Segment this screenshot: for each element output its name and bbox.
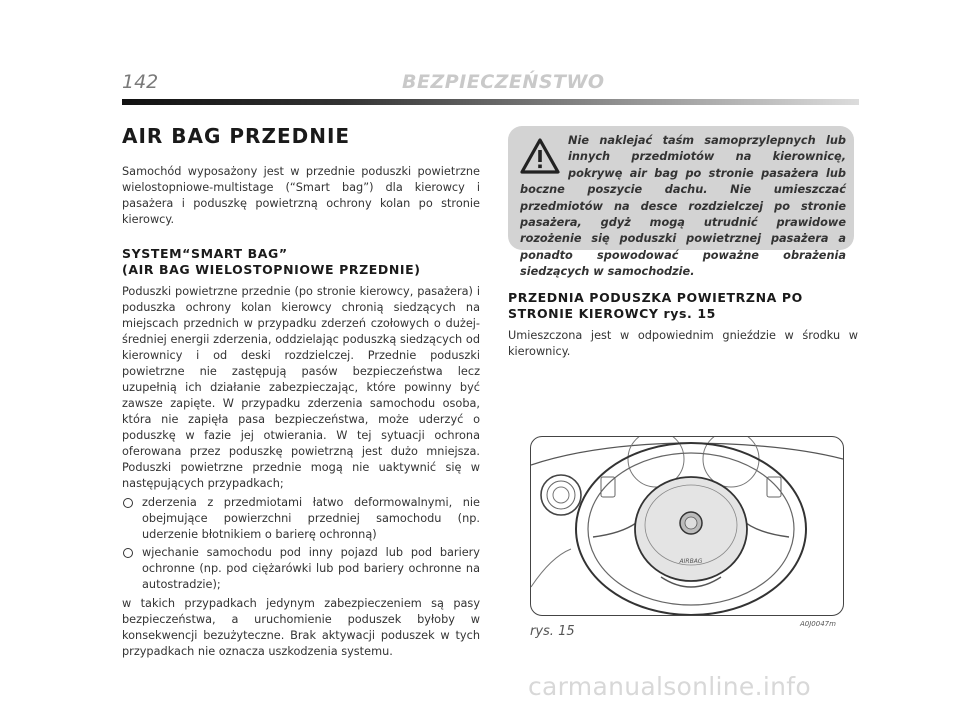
figure-code: A0J0047m	[800, 620, 836, 628]
closing-paragraph: w takich przypadkach jedynym zabezpieczeniem są pasy bezpieczeństwa, a uruchomienie poduszek byłoby w konsekwencji bezużyteczne. Brak aktywacji poduszek w tych przypadkach nie oznacza uszkodzenia systemu.	[122, 597, 480, 658]
steering-wheel-illustration	[531, 437, 843, 615]
driver-airbag-heading	[508, 290, 858, 322]
watermark: carmanualsonline.info	[528, 672, 811, 701]
list-item-text: zderzenia z przedmiotami łatwo deformowalnymi, nie obejmujące powierzchni przedniej samochodu (np. uderzenie błotnikiem o barierę ochronną)	[142, 496, 480, 541]
bullet-list	[122, 495, 480, 593]
left-column	[122, 124, 480, 660]
circle-bullet-icon	[123, 548, 133, 558]
warning-text: Nie naklejać taśm samoprzylepnych lub innych przedmiotów na kierownicę, pokrywę air bag po stronie pasażera lub boczne poszycie dachu. Nie umieszczać przedmiotów na desce rozdzielczej po stronie pasażera, gdyż mogą utrudnić prawidowe rozożenie się poduszki powietrznej pasażera a ponadto spowodować poważne obrażenia siedzących w samochodzie.	[520, 134, 846, 279]
header-rule	[122, 99, 859, 105]
steering-wheel-figure	[530, 436, 844, 616]
air-vent-icon	[541, 475, 581, 515]
driver-airbag-heading-line1: PRZEDNIA PODUSZKA POWIETRZNA PO	[508, 290, 803, 305]
list-item	[122, 495, 480, 543]
driver-airbag-text: Umieszczona jest w odpowiednim gnieździe w środku w kierownicy.	[508, 329, 858, 358]
warning-box	[508, 126, 854, 279]
intro-paragraph: Samochód wyposażony jest w przednie poduszki powietrzne wielostopniowe-multistage (“Smart bag”) dla kierowcy i pasażera i poduszkę powietrzną ochrony kolan po stronie kierowcy.	[122, 165, 480, 226]
section-title: AIR BAG PRZEDNIE	[122, 124, 351, 148]
running-head: BEZPIECZEŃSTWO	[402, 71, 605, 93]
right-column	[508, 124, 858, 360]
smart-bag-heading-line2: (AIR BAG WIELOSTOPNIOWE PRZEDNIE)	[122, 262, 421, 277]
page-number: 142	[122, 71, 159, 93]
circle-bullet-icon	[123, 498, 133, 508]
driver-airbag-heading-line2: STRONIE KIEROWCY rys. 15	[508, 306, 716, 321]
smart-bag-heading	[122, 246, 480, 278]
smart-bag-heading-line1: SYSTEM“SMART BAG”	[122, 246, 288, 261]
figure-caption: rys. 15	[530, 624, 575, 639]
airbag-hub-label: AIRBAG	[679, 558, 703, 565]
list-item-text: wjechanie samochodu pod inny pojazd lub pod bariery ochronne (np. pod ciężarówki lub pod bariery ochronne na autostradzie);	[142, 546, 480, 591]
brand-emblem-icon	[680, 512, 702, 534]
smart-bag-paragraph: Poduszki powietrzne przednie (po stronie kierowcy, pasażera) i poduszka ochrony kolan kierowcy chronią siedzących na miejscach przednich w przypadku zderzeń czołowych o dużej-średniej energii zderzenia, oddzielając poduszką siedzących od kierownicy i od deski rozdzielczej. Przednie poduszki powietrzne nie zastępują pasów bezpieczeństwa lecz uzupełnią ich działanie zabezpieczając, które powinny być zawsze zapięte. W przypadku zderzenia samochodu osoba, która nie zapięła pasa bezpieczeństwa, może uderzyć o poduszkę w fazie jej otwierania. W tej sytuacji ochrona oferowana przez poduszkę powietrzną jest dużo mniejsza. Poduszki powietrzne przednie mogą nie uaktywnić się w następujących przypadkach;	[122, 285, 480, 490]
list-item	[122, 545, 480, 593]
